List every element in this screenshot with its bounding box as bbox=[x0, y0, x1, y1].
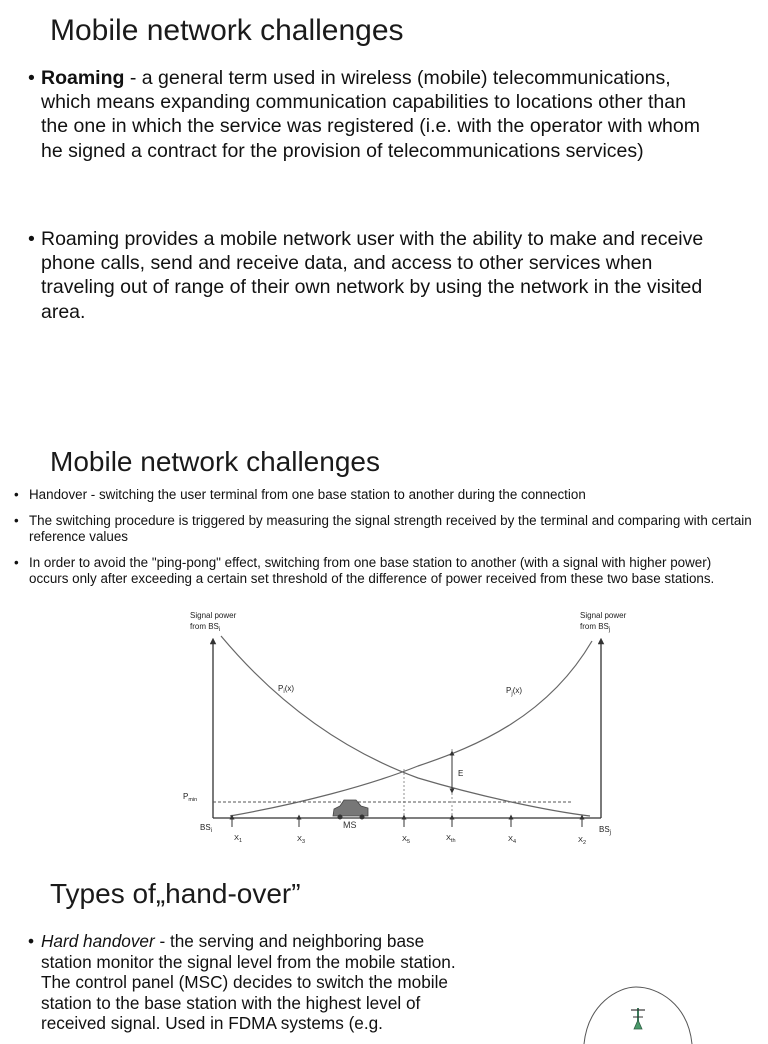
antenna-tower-icon bbox=[631, 1008, 645, 1029]
svg-text:from BSi: from $BS_i$ bbox=[190, 622, 221, 633]
bullet-text: - a general term used in wireless (mobile) telecommunications, which means expanding communication capabilities to locations other than the one in which the service was registered (i.e. with the operator with whom he signed a contract for the provision of telecommunications services) bbox=[41, 67, 700, 162]
curve-pj-label: $P_j(x)$ bbox=[506, 686, 523, 697]
left-axis-label: Signal power bbox=[190, 611, 237, 620]
svg-text:from BSj: from $BS_j$ bbox=[580, 622, 611, 633]
slide-title: Mobile network challenges bbox=[50, 446, 380, 477]
term-roaming: Roaming bbox=[41, 67, 125, 89]
term-hard-handover: Hard handover bbox=[41, 931, 155, 951]
base-station-illustration bbox=[578, 984, 708, 1044]
bullet-hard-handover bbox=[28, 931, 468, 1034]
bullet-text: - the serving and neighboring base station monitor the signal level from the mobile station. The control panel (MSC) decides to switch the mobile station to the base station with the highest level of received signal. Used in FDMA systems (e.g. bbox=[41, 931, 456, 1034]
slide-title: Mobile network challenges bbox=[50, 14, 404, 47]
curve-pi-label: $P_i(x)$ bbox=[278, 684, 295, 695]
bs-right-label: $BS_j$ bbox=[599, 825, 612, 836]
ms-label: MS bbox=[343, 820, 357, 830]
x-label: $X_5$ bbox=[402, 834, 411, 845]
x-label: $X_{th}$ bbox=[446, 833, 456, 844]
x-label: $X_4$ bbox=[508, 834, 517, 845]
right-axis-label: Signal power bbox=[580, 611, 627, 620]
bullet-text: • Roaming provides a mobile network user with the ability to make and receive phone calls, send and receive data, and access to other services when traveling out of range of their own network by using the network in the visited area. bbox=[41, 228, 704, 323]
slide-title: Types of„hand-over” bbox=[50, 878, 301, 909]
x-label: $X_2$ bbox=[578, 835, 587, 846]
bullet-switching-procedure: • The switching procedure is triggered by measuring the signal strength received by the terminal and comparing with certain reference values bbox=[14, 513, 754, 545]
bs-left-label: $BS_i$ bbox=[200, 823, 213, 834]
pmin-label: $P_{min}$ bbox=[183, 792, 198, 803]
x-label: $X_1$ bbox=[234, 833, 243, 844]
bullet-ping-pong: • In order to avoid the "ping-pong" effect, switching from one base station to another (with a signal with higher power) occurs only after exceeding a certain set threshold of the difference of power received from these two base stations. bbox=[14, 555, 754, 587]
x-label: $X_3$ bbox=[297, 834, 306, 845]
bullet-handover: • Handover - switching the user terminal from one base station to another during the connection bbox=[14, 487, 754, 503]
margin-e-label: E bbox=[458, 769, 464, 778]
